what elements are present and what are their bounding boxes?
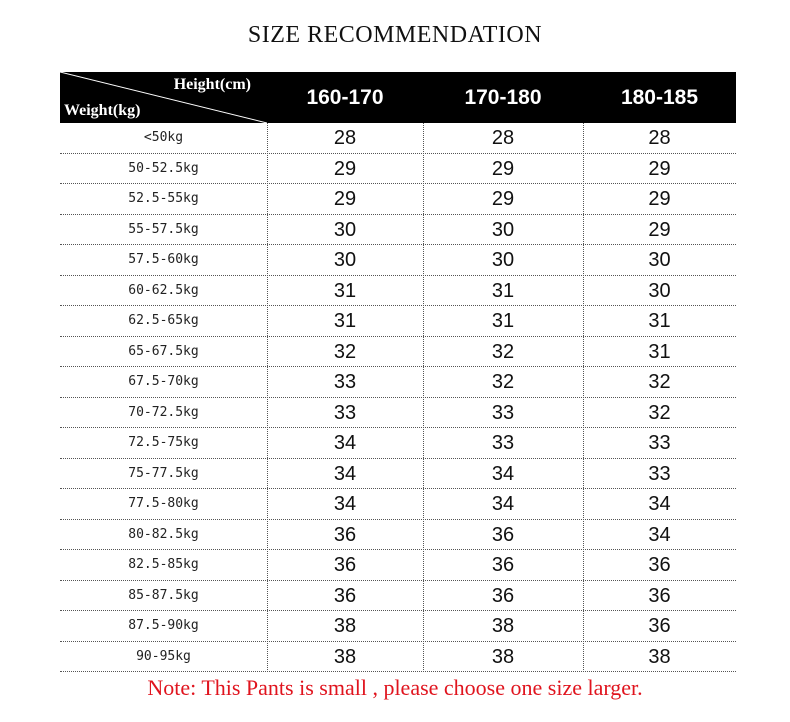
size-cell: 36 <box>333 523 357 546</box>
size-cell: 38 <box>491 645 515 668</box>
size-cell: 29 <box>333 188 357 210</box>
size-cell: 31 <box>648 310 671 332</box>
table-row <box>60 245 736 276</box>
weight-cell: 67.5-70kg <box>128 374 199 389</box>
size-cell: 32 <box>333 340 357 363</box>
size-cell: 28 <box>648 127 671 149</box>
table-row <box>60 428 736 459</box>
size-cell: 34 <box>648 523 671 546</box>
weight-cell: 75-77.5kg <box>128 465 199 481</box>
table-row <box>60 276 736 307</box>
weight-cell: <50kg <box>143 130 184 145</box>
size-cell: 36 <box>491 584 515 607</box>
size-cell: 34 <box>491 462 515 485</box>
size-cell: 34 <box>648 493 671 515</box>
table-row <box>60 459 736 490</box>
weight-cell: 90-95kg <box>136 648 191 664</box>
size-cell: 31 <box>333 279 357 302</box>
size-cell: 38 <box>333 615 357 637</box>
table-row <box>60 642 736 673</box>
weight-cell: 57.5-60kg <box>128 252 199 267</box>
size-cell: 32 <box>491 371 515 393</box>
size-cell: 34 <box>491 493 515 515</box>
size-cell: 30 <box>648 279 671 302</box>
size-table <box>60 72 736 672</box>
weight-cell: 70-72.5kg <box>128 404 199 420</box>
size-cell: 36 <box>648 554 671 576</box>
size-cell: 31 <box>648 340 671 363</box>
weight-cell: 87.5-90kg <box>128 618 199 633</box>
size-cell: 32 <box>648 401 671 424</box>
size-cell: 33 <box>648 432 671 454</box>
size-cell: 36 <box>333 584 357 607</box>
size-cell: 36 <box>491 523 515 546</box>
size-note: Note: This Pants is small , please choose one size larger. <box>147 675 643 700</box>
table-row <box>60 337 736 368</box>
height-axis-label: Height(cm) <box>173 76 251 93</box>
column-divider <box>267 123 268 672</box>
size-cell: 36 <box>491 554 515 576</box>
size-cell: 38 <box>491 615 515 637</box>
table-row <box>60 611 736 642</box>
size-cell: 29 <box>333 157 357 180</box>
size-cell: 38 <box>648 645 671 668</box>
table-row <box>60 306 736 337</box>
table-header <box>60 72 736 123</box>
size-cell: 32 <box>491 340 515 363</box>
table-row <box>60 550 736 581</box>
weight-cell: 82.5-85kg <box>128 557 199 572</box>
table-row <box>60 489 736 520</box>
size-cell: 29 <box>648 188 671 210</box>
column-header-160-170: 160-170 <box>306 86 384 109</box>
table-row <box>60 215 736 246</box>
size-cell: 29 <box>491 188 515 210</box>
weight-cell: 85-87.5kg <box>128 587 199 603</box>
size-cell: 29 <box>648 157 671 180</box>
table-body <box>60 123 736 672</box>
size-cell: 29 <box>491 157 515 180</box>
size-cell: 36 <box>648 584 671 607</box>
size-cell: 36 <box>333 554 357 576</box>
size-cell: 30 <box>491 249 515 271</box>
size-cell: 33 <box>333 401 357 424</box>
column-divider <box>423 123 424 672</box>
column-header-180-185: 180-185 <box>620 86 699 109</box>
size-cell: 33 <box>491 432 515 454</box>
table-row <box>60 398 736 429</box>
table-row <box>60 154 736 185</box>
size-cell: 34 <box>333 432 357 454</box>
weight-cell: 62.5-65kg <box>128 313 199 328</box>
size-cell: 31 <box>491 310 515 332</box>
weight-cell: 65-67.5kg <box>128 343 199 359</box>
size-cell: 30 <box>333 218 357 241</box>
weight-cell: 52.5-55kg <box>128 191 199 206</box>
size-cell: 32 <box>648 371 671 393</box>
size-cell: 28 <box>491 127 515 149</box>
size-cell: 34 <box>333 462 357 485</box>
table-row <box>60 184 736 215</box>
size-cell: 33 <box>491 401 515 424</box>
size-cell: 33 <box>648 462 671 485</box>
weight-axis-label: Weight(kg) <box>64 102 141 119</box>
column-header-170-180: 170-180 <box>464 86 542 109</box>
table-row <box>60 520 736 551</box>
size-cell: 31 <box>333 310 357 332</box>
table-row <box>60 367 736 398</box>
size-cell: 34 <box>333 493 357 515</box>
size-cell: 36 <box>648 615 671 637</box>
size-cell: 31 <box>491 279 515 302</box>
size-cell: 30 <box>333 249 357 271</box>
size-cell: 29 <box>648 218 671 241</box>
weight-cell: 80-82.5kg <box>128 526 199 542</box>
size-cell: 33 <box>333 371 357 393</box>
size-cell: 30 <box>491 218 515 241</box>
weight-cell: 72.5-75kg <box>128 435 199 450</box>
table-row <box>60 581 736 612</box>
column-divider <box>583 123 584 672</box>
size-cell: 38 <box>333 645 357 668</box>
table-row <box>60 123 736 154</box>
page-title: SIZE RECOMMENDATION <box>247 22 543 48</box>
size-cell: 30 <box>648 249 671 271</box>
weight-cell: 60-62.5kg <box>128 282 199 298</box>
weight-cell: 77.5-80kg <box>128 496 199 511</box>
weight-cell: 55-57.5kg <box>128 221 199 237</box>
weight-cell: 50-52.5kg <box>128 160 199 176</box>
header-corner-cell <box>60 72 267 123</box>
size-cell: 28 <box>333 127 357 149</box>
